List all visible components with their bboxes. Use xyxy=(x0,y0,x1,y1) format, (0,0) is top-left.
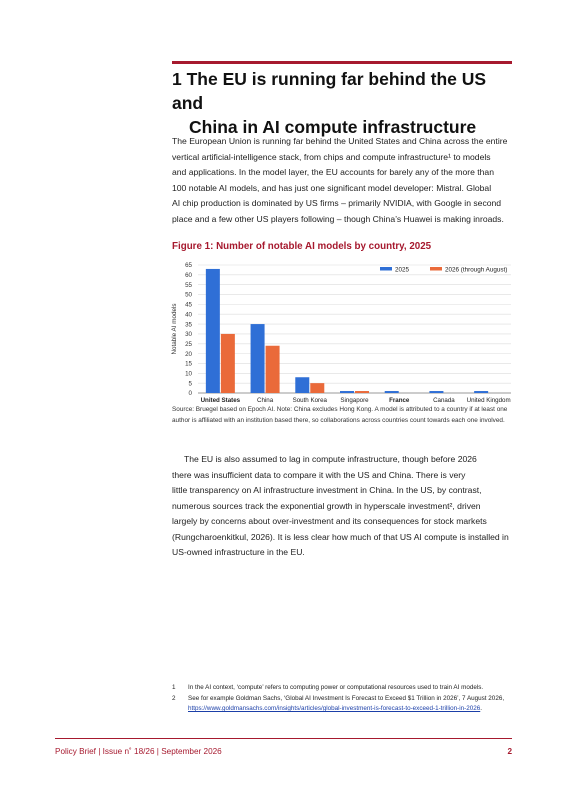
bar-2026 xyxy=(310,383,324,393)
y-tick-label: 50 xyxy=(185,291,192,299)
y-tick-label: 15 xyxy=(185,360,192,368)
y-tick-label: 35 xyxy=(185,321,192,329)
paragraph-2-line: there was insufficient data to compare it with the US and China. There is very xyxy=(172,469,466,480)
paragraph-1-line: place and a few other US players following – though China’s Huawei is making inroads. xyxy=(172,213,504,224)
footnote-number: 2 xyxy=(172,694,176,702)
x-tick-label: Canada xyxy=(433,397,455,404)
top-rule xyxy=(172,61,512,64)
y-tick-label: 60 xyxy=(185,272,192,280)
footnote-text xyxy=(188,694,517,715)
y-tick-label: 10 xyxy=(185,370,192,378)
paragraph-1-line: The European Union is running far behind the United States and China across the entire xyxy=(172,136,508,146)
legend-label: 2025 xyxy=(395,266,410,274)
x-tick-label: United States xyxy=(200,397,241,404)
paragraph-2-line: US-owned infrastructure in the EU. xyxy=(172,547,305,557)
y-tick-label: 45 xyxy=(185,301,192,309)
x-tick-label: United Kingdom xyxy=(466,397,511,404)
y-tick-label: 0 xyxy=(188,390,192,398)
bar-2025 xyxy=(206,269,220,393)
y-tick-label: 25 xyxy=(185,340,192,348)
bar-2026 xyxy=(221,334,235,393)
page-number: 2 xyxy=(507,747,512,756)
paragraph-1 xyxy=(172,134,517,227)
bar-2025 xyxy=(429,391,443,393)
bar-2025 xyxy=(385,391,399,393)
legend-label: 2026 (through August) xyxy=(445,266,508,274)
paragraph-2-line: (Rungcharoenkitkul, 2026). It is less clear how much of that US AI compute is installed in xyxy=(172,531,509,542)
x-tick-label: South Korea xyxy=(292,397,327,404)
paragraph-1-line: AI chip production is dominated by US firms – primarily NVIDIA, with Google in second xyxy=(172,198,502,208)
figure-title: Figure 1: Number of notable AI models by country, 2025 xyxy=(172,241,432,252)
footer-label: Policy Brief | Issue n˚ 18/26 | September 2026 xyxy=(55,747,222,756)
y-axis-label: Notable AI models xyxy=(171,303,178,355)
paragraph-2-line xyxy=(172,452,517,468)
footnote-link[interactable]: https://www.goldmansachs.com/insights/articles/global-investment-is-forecast-to-exceed-1-trillion-in-2026 xyxy=(188,705,481,712)
bar-chart xyxy=(168,258,518,406)
bar-2025 xyxy=(251,324,265,393)
y-tick-label: 40 xyxy=(185,311,192,319)
footer xyxy=(55,747,512,756)
footnote-body: See for example Goldman Sachs, ‘Global AI Investment Is Forecast to Exceed $1 Trillion in 2026’, 7 August 2026, xyxy=(188,694,505,702)
footnote-end: . xyxy=(480,705,482,712)
paragraph-1-line: and applications. In the model layer, the EU accounts for barely any of the more than xyxy=(172,167,494,177)
y-tick-label: 30 xyxy=(185,331,192,339)
paragraph-2-line: numerous sources track the exponential growth in hyperscale investment², driven xyxy=(172,500,481,511)
bar-2025 xyxy=(295,377,309,393)
x-tick-label: France xyxy=(389,397,410,404)
paragraph-2-line: largely by concerns about over-investment and its consequences for stock markets xyxy=(172,516,487,526)
y-tick-label: 65 xyxy=(185,262,192,270)
x-tick-label: China xyxy=(256,397,274,404)
bar-2025 xyxy=(340,391,354,393)
footnotes xyxy=(172,683,517,715)
paragraph-2-line: little transparency on AI infrastructure investment in China. In the US, by contrast, xyxy=(172,485,482,495)
y-tick-label: 20 xyxy=(185,350,192,358)
y-tick-label: 5 xyxy=(188,380,192,388)
footer-rule xyxy=(55,738,512,739)
paragraph-2-first-line: The EU is also assumed to lag in compute infrastructure, though before 2026 xyxy=(184,454,477,464)
bar-2026 xyxy=(266,346,280,393)
section-title-line-1: 1 The EU is running far behind the US and xyxy=(172,69,487,113)
paragraph-2 xyxy=(172,452,517,561)
section-title xyxy=(172,67,522,139)
bar-2026 xyxy=(355,391,369,393)
section-title-line-2: China in AI compute infrastructure xyxy=(189,117,477,137)
figure-source-note: Source: Bruegel based on Epoch AI. Note: China excludes Hong Kong. A model is attributed to a country if at least one author is affiliated with an institution based there, so collaborations across countries count towards each one involved. xyxy=(172,406,508,424)
footnote xyxy=(172,694,517,715)
legend-swatch xyxy=(380,267,392,271)
footnote xyxy=(172,683,517,694)
footnote-text: In the AI context, ‘compute’ refers to computing power or computational resources used to train AI models. xyxy=(188,684,484,691)
y-tick-label: 55 xyxy=(185,281,192,289)
x-tick-label: Singapore xyxy=(340,397,369,404)
paragraph-1-line: vertical artificial-intelligence stack, from chips and compute infrastructure¹ to models xyxy=(172,151,491,162)
paragraph-1-line: 100 notable AI models, and has just one significant model developer: Mistral. Global xyxy=(172,182,492,193)
legend-swatch xyxy=(430,267,442,271)
bar-2025 xyxy=(474,391,488,393)
footnote-number: 1 xyxy=(172,684,176,691)
